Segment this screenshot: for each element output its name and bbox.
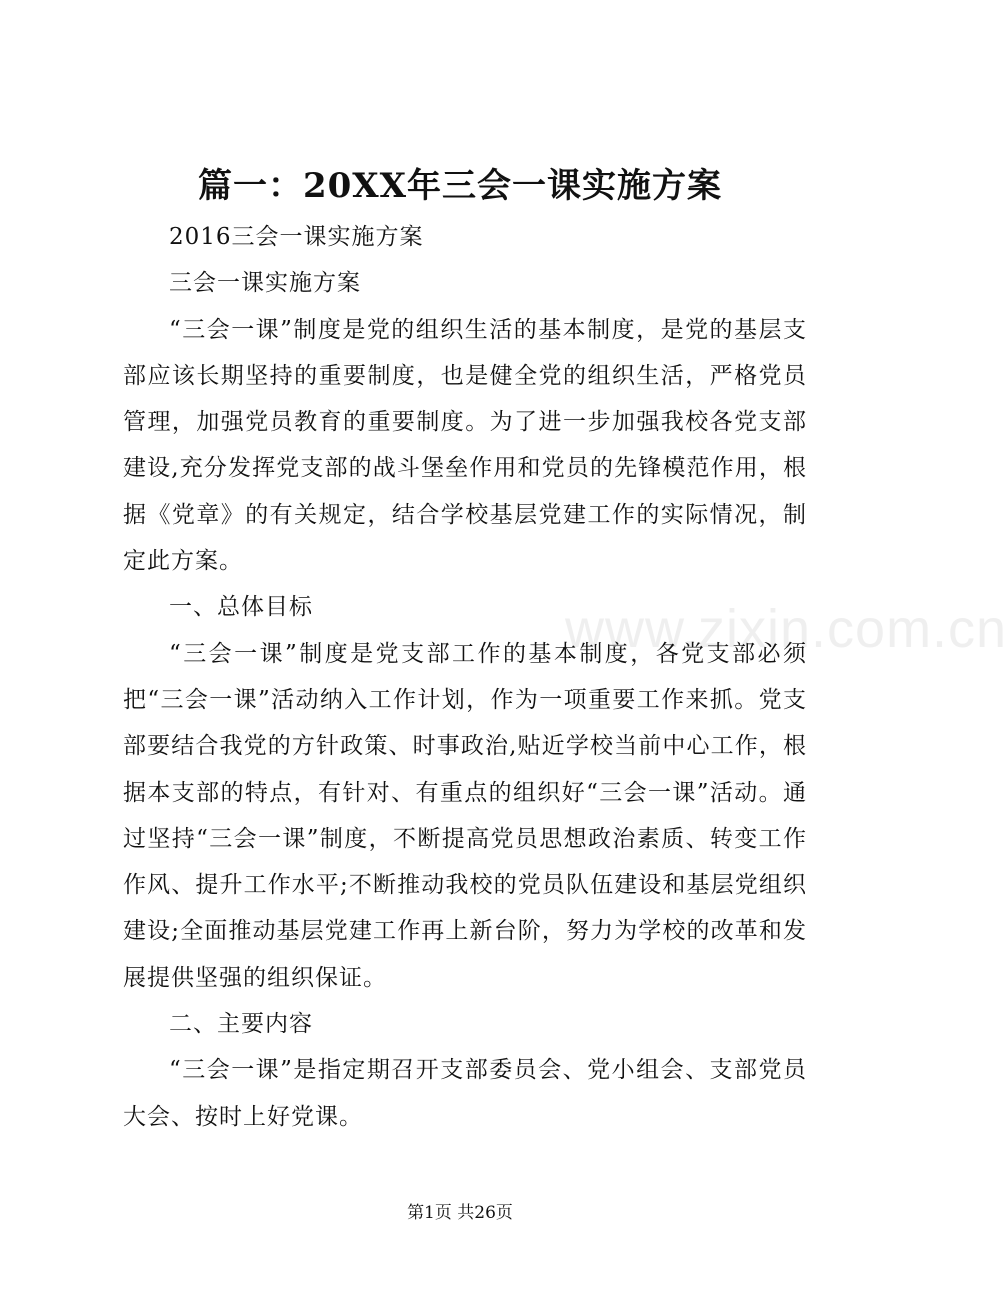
section-heading-goal: 一、总体目标 [169,594,313,621]
watermark: www.zixin.com.cn [565,599,1007,659]
document-body [123,214,807,1140]
document-title: 篇一：20XX年三会一课实施方案 [197,166,723,206]
paragraph-goal: “三会一课”制度是党支部工作的基本制度，各党支部必须把“三会一课”活动纳入工作计划，作为一项重要工作来抓。党支部要结合我党的方针政策、时事政治,贴近学校当前中心工作，根据本支部的特点，有针对、有重点的组织好“三会一课”活动。通过坚持“三会一课”制度，不断提高党员思想政治素质、转变工作作风、提升工作水平;不断推动我校的党员队伍建设和基层党组织建设;全面推动基层党建工作再上新台阶，努力为学校的改革和发展提供坚强的组织保证。 [123,640,807,991]
paragraph-subtitle-2016: 2016三会一课实施方案 [169,224,424,250]
section-heading-content: 二、主要内容 [169,1011,313,1038]
paragraph-intro: “三会一课”制度是党的组织生活的基本制度，是党的基层支部应该长期坚持的重要制度，也是健全党的组织生活，严格党员管理，加强党员教育的重要制度。为了进一步加强我校各党支部建设,充分发挥党支部的战斗堡垒作用和党员的先锋模范作用，根据《党章》的有关规定，结合学校基层党建工作的实际情况，制定此方案。 [123,316,807,575]
page-footer: 第1页 共26页 [407,1203,513,1223]
paragraph-subtitle: 三会一课实施方案 [169,270,361,297]
paragraph-content: “三会一课”是指定期召开支部委员会、党小组会、支部党员大会、按时上好党课。 [123,1057,807,1130]
